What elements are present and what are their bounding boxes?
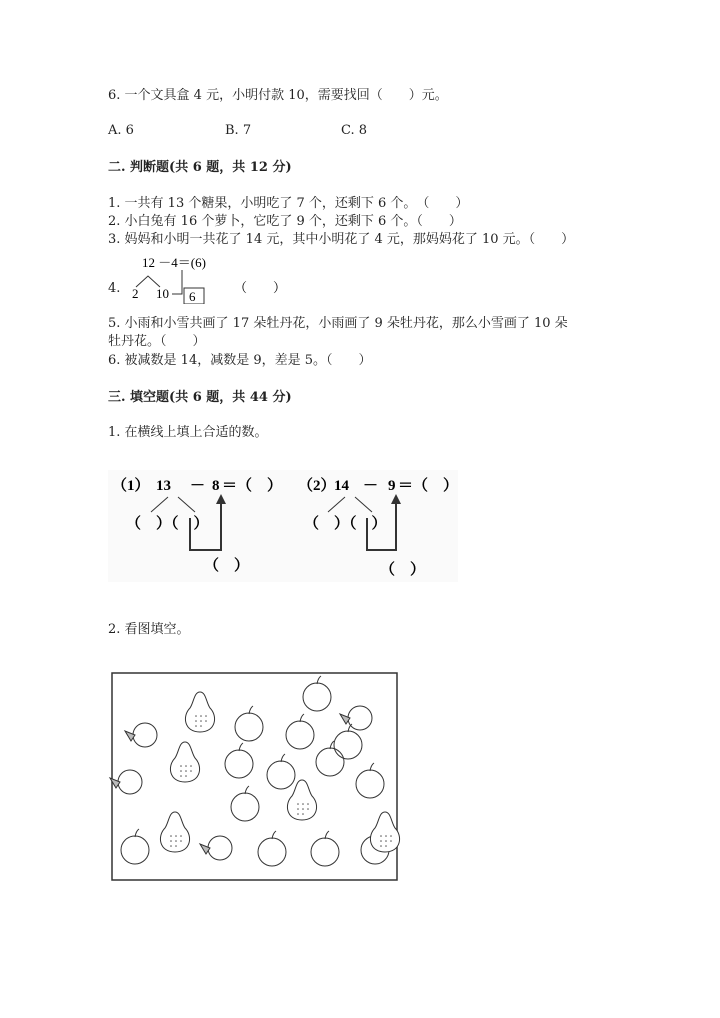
judge-item-2: 2. 小白兔有 16 个萝卜，它吃了 9 个，还剩下 6 个。（ ） — [108, 214, 462, 229]
svg-text:＝（ ）: ＝（ ） — [222, 478, 283, 494]
boxed-answer: 6 — [189, 289, 196, 304]
option-b: B. 7 — [225, 123, 252, 138]
svg-text:（ ）（ ）: （ ）（ ） — [304, 516, 387, 532]
option-a: A. 6 — [108, 123, 134, 138]
svg-text:（2）: （2） — [298, 478, 336, 494]
part-10: 10 — [156, 286, 169, 301]
judge-item-6: 6. 被减数是 14，减数是 9，差是 5。（ ） — [108, 353, 372, 368]
svg-text:14: 14 — [334, 478, 349, 494]
judge-item-5-cont: 牡丹花。（ ） — [108, 334, 206, 349]
svg-text:9: 9 — [388, 478, 396, 494]
svg-text:（ ）: （ ） — [380, 562, 426, 578]
svg-text:（1）: （1） — [112, 478, 150, 494]
section-3-title: 三. 填空题(共 6 题，共 44 分) — [108, 390, 292, 405]
svg-text:（ ）（ ）: （ ）（ ） — [126, 516, 209, 532]
judge-item-5: 5. 小雨和小雪共画了 17 朵牡丹花，小雨画了 9 朵牡丹花，那么小雪画了 10 朵 — [108, 316, 568, 331]
section-2-title: 二. 判断题(共 6 题，共 12 分) — [108, 160, 292, 175]
question-6: 6. 一个文具盒 4 元，小明付款 10，需要找回（ ）元。 — [108, 88, 448, 103]
fill-question-2: 2. 看图填空。 — [108, 622, 190, 637]
picture-frame — [112, 673, 397, 880]
svg-text:（ ）: （ ） — [204, 558, 250, 574]
fill-question-1: 1. 在横线上填上合适的数。 — [108, 425, 268, 440]
part-2: 2 — [132, 286, 139, 301]
svg-text:－: － — [363, 478, 379, 494]
item-4-equation: 12 －4＝(6) — [142, 255, 206, 270]
item-4-blank: （ ） — [234, 280, 287, 295]
svg-text:－: － — [190, 478, 206, 494]
svg-text:8: 8 — [212, 478, 220, 494]
judge-item-1: 1. 一共有 13 个糖果，小明吃了 7 个，还剩下 6 个。 （ ） — [108, 196, 469, 211]
judge-item-3: 3. 妈妈和小明一共花了 14 元，其中小明花了 4 元，那妈妈花了 10 元。（ ） — [108, 232, 575, 247]
svg-text:＝（ ）: ＝（ ） — [398, 478, 458, 494]
judge-item-4: 4. — [108, 281, 121, 296]
svg-text:13: 13 — [156, 478, 171, 494]
option-c: C. 8 — [341, 123, 368, 138]
